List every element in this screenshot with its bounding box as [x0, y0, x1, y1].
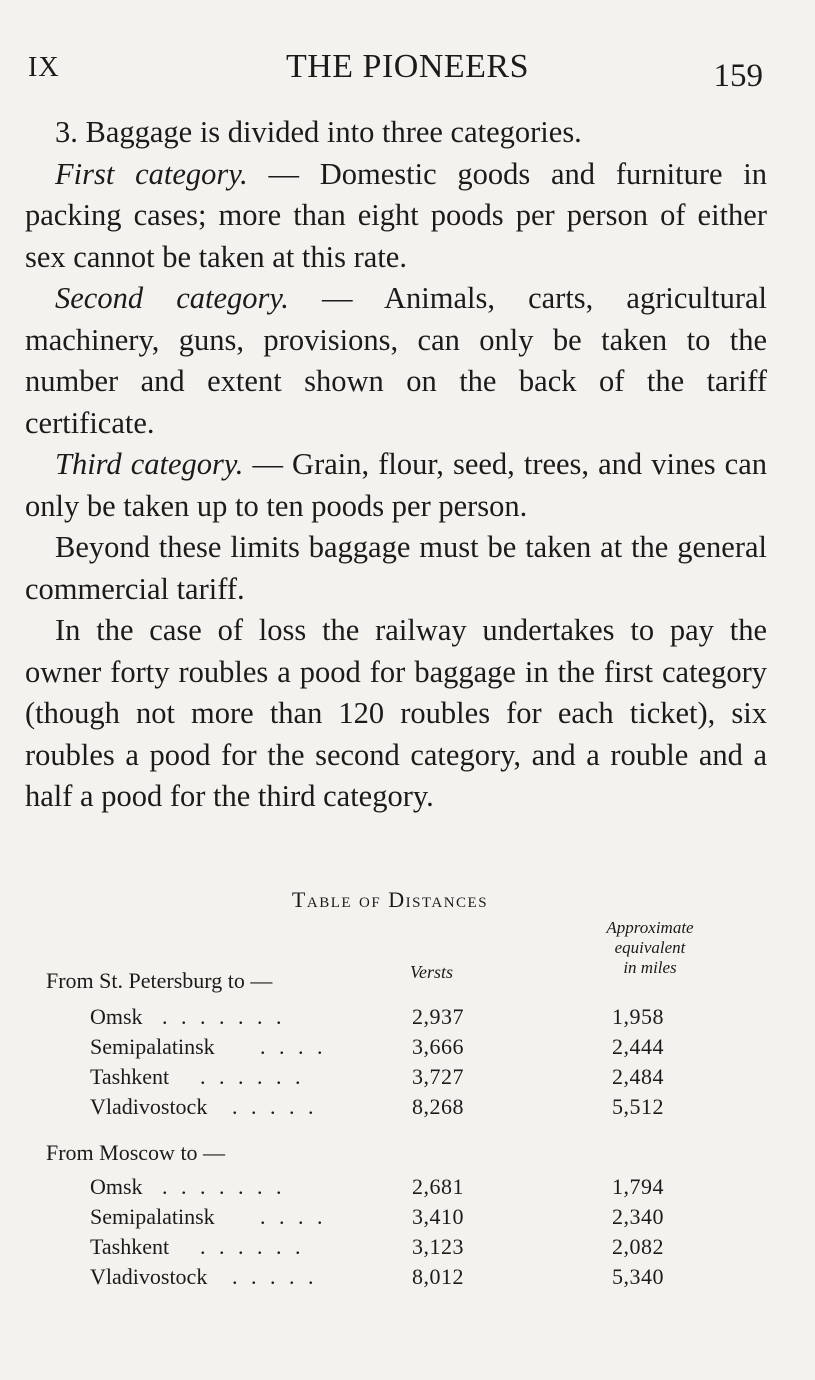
paragraph-third-category [25, 444, 767, 527]
distance-miles: 2,444 [612, 1034, 664, 1059]
leader-dots: . . . . . . . [162, 1174, 286, 1199]
distance-versts: 3,727 [412, 1064, 464, 1089]
group-label-moscow: From Moscow to — [46, 1140, 226, 1165]
leader-dots: . . . . [260, 1204, 327, 1229]
distance-versts: 2,681 [412, 1174, 464, 1199]
column-header-versts: Versts [410, 962, 454, 982]
distance-miles: 1,958 [612, 1004, 664, 1029]
destination: Tashkent [90, 1234, 170, 1259]
paragraph-loss: In the case of loss the railway undertakes to pay the owner forty roubles a pood for baggage in the first category (though not more than 120 roubles for each ticket), six roubles a pood for the second category, and a rouble and a half a pood for the third category. [25, 613, 767, 813]
page-number: 159 [713, 58, 763, 94]
destination: Vladivostock [90, 1094, 208, 1119]
table-row [0, 1064, 815, 1096]
distance-miles: 5,512 [612, 1094, 664, 1119]
column-header-approximate-miles [575, 918, 725, 978]
destination: Semipalatinsk [90, 1204, 215, 1229]
table-row [0, 1204, 815, 1236]
distance-versts: 3,410 [412, 1204, 464, 1229]
paragraph-categories-intro: 3. Baggage is divided into three categories. [55, 115, 582, 149]
leader-dots: . . . . . [232, 1094, 318, 1119]
distance-miles: 2,340 [612, 1204, 664, 1229]
distance-versts: 3,666 [412, 1034, 464, 1059]
table-row [0, 1004, 815, 1036]
leader-dots: . . . . . . . [162, 1004, 286, 1029]
first-category-label: First category. [55, 156, 248, 191]
destination: Omsk [90, 1004, 143, 1029]
approx-header-line-1: Approximate [606, 918, 694, 937]
leader-dots: . . . . . . [200, 1064, 305, 1089]
table-row [0, 1174, 815, 1206]
table-row [0, 1034, 815, 1066]
table-row [0, 1094, 815, 1126]
paragraph-second-category [25, 278, 767, 444]
distance-miles: 1,794 [612, 1174, 664, 1199]
table-title: Table of Distances [291, 887, 489, 912]
distance-versts: 2,937 [412, 1004, 464, 1029]
body-text [25, 112, 767, 818]
approx-header-line-3: in miles [623, 958, 677, 977]
destination: Semipalatinsk [90, 1034, 215, 1059]
destination: Omsk [90, 1174, 143, 1199]
distance-miles: 2,082 [612, 1234, 664, 1259]
second-category-label: Second category. [55, 281, 289, 315]
group-label-st-petersburg: From St. Petersburg to — [46, 968, 273, 993]
table-row [0, 1264, 815, 1296]
distance-versts: 8,012 [412, 1264, 464, 1289]
leader-dots: . . . . . . [200, 1234, 305, 1259]
chapter-number: IX [28, 52, 60, 83]
distance-miles: 5,340 [612, 1264, 664, 1289]
distance-versts: 8,268 [412, 1094, 464, 1119]
paragraph-limits: Beyond these limits baggage must be taken at the general commercial tariff. [25, 530, 767, 606]
third-category-label: Third category. [55, 447, 244, 481]
paragraph-first-category [25, 154, 767, 279]
page-header [0, 0, 815, 100]
approx-header-line-2: equivalent [614, 938, 686, 957]
leader-dots: . . . . [260, 1034, 327, 1059]
first-category-text: — Domestic goods and furniture in packing cases; more than eight poods per person of either sex cannot be taken at this rate. [25, 156, 768, 274]
distance-miles: 2,484 [612, 1064, 664, 1089]
third-category-text: — Grain, flour, seed, trees, and vines can only be taken up to ten poods per person. [25, 447, 767, 523]
table-row [0, 1234, 815, 1266]
second-category-text: — Animals, carts, agricultural machinery, guns, provisions, can only be taken to the number and extent shown on the back of the tariff certificate. [25, 281, 767, 440]
leader-dots: . . . . . [232, 1264, 318, 1289]
running-title: THE PIONEERS [285, 48, 530, 85]
destination: Vladivostock [90, 1264, 208, 1289]
distance-versts: 3,123 [412, 1234, 464, 1259]
destination: Tashkent [90, 1064, 170, 1089]
